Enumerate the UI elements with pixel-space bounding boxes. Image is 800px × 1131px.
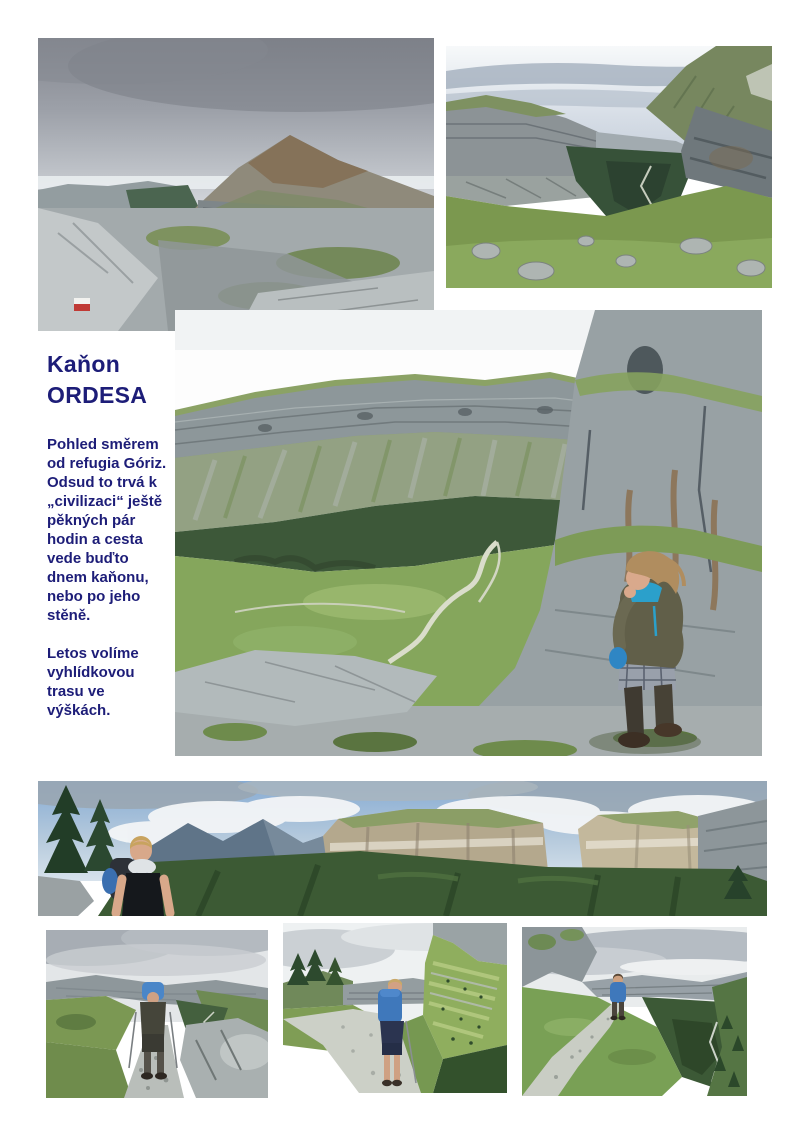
- page-title-line2: ORDESA: [47, 382, 148, 408]
- photo-canyon-overcast: [38, 38, 434, 331]
- page-title-line1: Kaňon: [47, 351, 121, 377]
- page-title: [47, 349, 167, 411]
- trail-waymark: [74, 298, 90, 311]
- caption-paragraph-1: Pohled směrem od refugia Góriz. Odsud to trvá k „civilizaci“ ještě pěkných pár hodin a cesta vede buďto dnem kaňonu, nebo po jeho stěně.: [47, 436, 167, 624]
- photo-canyon-valley-art: [446, 46, 772, 288]
- photo-hiker-gravel-trail: [283, 923, 507, 1093]
- photo-hiker-rocky-trail: [46, 930, 268, 1098]
- photo-woman-crouching-canyon: [175, 310, 762, 756]
- photo-hiker-rocky-trail-art: [46, 930, 268, 1098]
- photo-canyon-valley: [446, 46, 772, 288]
- photo-hiker-gravel-trail-art: [283, 923, 507, 1093]
- photo-panorama-art: [38, 781, 767, 916]
- photo-hiker-walking-away-art: [522, 927, 747, 1096]
- photo-woman-crouching-art: [175, 310, 762, 756]
- photo-canyon-overcast-art: [38, 38, 434, 331]
- caption-block: [47, 349, 167, 739]
- photo-hiker-walking-away: [522, 927, 747, 1096]
- caption-paragraph-2: Letos volíme vyhlídkovou trasu ve výškách.: [47, 645, 139, 719]
- slopes-and-trail: [283, 1005, 443, 1093]
- right-boulders: [180, 1018, 268, 1098]
- photo-panorama-hiker: [38, 781, 767, 916]
